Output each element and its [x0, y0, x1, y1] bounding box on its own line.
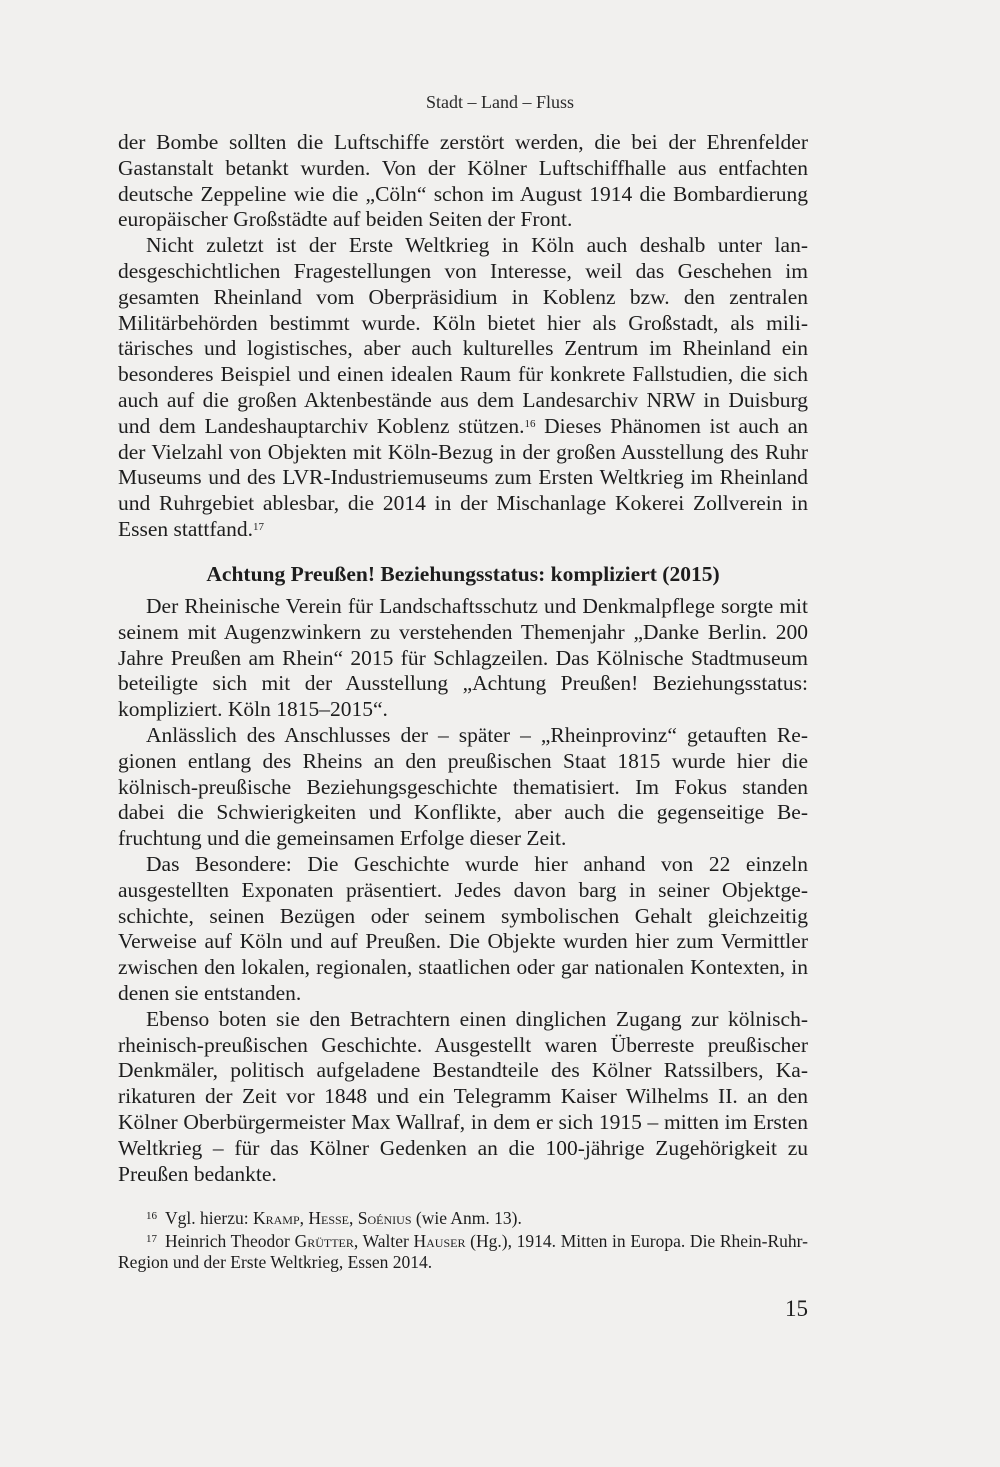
footnote-author: Hauser — [413, 1231, 466, 1251]
footnote-text: Vgl. hierzu: — [165, 1208, 253, 1228]
paragraph-2 — [118, 233, 808, 543]
body-text-section — [118, 594, 808, 1187]
footnote-17 — [118, 1229, 808, 1273]
footnote-ref-16: 16 — [524, 417, 536, 430]
paragraph-3: Der Rheinische Verein für Landschaftsschutz und Denkmalpflege sorgte mit seinem mit Augenzwinkern zu verstehenden Themenjahr „Danke Berlin. 200 Jahre Preußen am Rhein“ 2015 für Schlagzeilen. Das Kölnische Stadtmuseum beteiligte sich mit der Ausstellung „Achtung Preußen! Beziehungsstatus: kompliziert. Köln 1815–2015“. — [118, 594, 808, 722]
running-head: Stadt – Land – Fluss — [425, 92, 574, 112]
footnote-authors: Kramp, Hesse, Soénius — [252, 1208, 412, 1228]
footnote-16 — [118, 1206, 808, 1229]
footnotes — [118, 1206, 808, 1273]
paragraph-4: Anlässlich des Anschlusses der – später – „Rheinprovinz“ getauften Regionen entlang des Rheins an den preußischen Staat 1815 wurde hier die kölnisch-preußische Beziehungsgeschichte thematisiert. Im Fokus standen dabei die Schwierigkeiten und Konflikte, aber auch die gegenseitige Befruchtung und die gemeinsamen Erfolge dieser Zeit. — [118, 722, 808, 851]
footnote-ref-17: 17 — [252, 520, 264, 533]
body-text-top — [118, 130, 808, 543]
footnote-number: 16 — [146, 1210, 157, 1222]
footnote-text: (Hg.), 1914. Mitten in Europa. Die Rhein-Ruhr-Region und der Erste Weltkrieg, Essen 2014. — [118, 1231, 808, 1272]
page-number: 15 — [785, 1296, 808, 1321]
footnote-text: , Walter — [353, 1231, 414, 1251]
footnote-author: Grütter — [294, 1231, 354, 1251]
paragraph-6: Ebenso boten sie den Betrachtern einen dinglichen Zugang zur kölnisch-rheinisch-preußischen Geschichte. Ausgestellt waren Überreste preußischer Denkmäler, politisch aufgeladene Bestandteile des Kölner Ratssilbers, Karikaturen der Zeit vor 1848 und ein Telegramm Kaiser Wilhelms II. an den Kölner Oberbürgermeister Max Wallraf, in dem er sich 1915 – mitten im Ersten Weltkrieg – für das Kölner Gedenken an die 100-jährige Zugehörigkeit zu Preußen bedankte. — [118, 1006, 808, 1186]
paragraph-5: Das Besondere: Die Geschichte wurde hier anhand von 22 einzeln ausgestellten Exponaten präsentiert. Jedes davon barg in seiner Objektgeschichte, seinen Bezügen oder seinem symbolischen Gehalt gleichzeitig Verweise auf Köln und auf Preußen. Die Objekte wurden hier zum Vermittler zwischen den lokalen, regionalen, staatlichen oder gar nationalen Kontexten, in denen sie entstanden. — [118, 851, 808, 1005]
footnote-text: (wie Anm. 13). — [411, 1208, 522, 1228]
section-heading: Achtung Preußen! Beziehungsstatus: kompliziert (2015) — [206, 562, 720, 586]
footnote-number: 17 — [146, 1233, 157, 1245]
paragraph-1: der Bombe sollten die Luftschiffe zerstört werden, die bei der Ehrenfelder Gastanstalt betankt wurden. Von der Kölner Luftschiffhalle aus entfachten deutsche Zeppeline wie die „Cöln“ schon im August 1914 die Bombardierung europäischer Großstädte auf beiden Seiten der Front. — [118, 130, 808, 232]
paragraph-2-text: Nicht zuletzt ist der Erste Weltkrieg in Köln auch deshalb unter landesgeschichtlichen Fragestellungen von Interesse, weil das Geschehen im gesamten Rheinland vom Oberpräsidium in Koblenz bzw. den zentralen Militärbehörden bestimmt wurde. Köln bietet hier als Großstadt, als militärisches und logistisches, aber auch kulturelles Zentrum im Rheinland ein besonderes Beispiel und einen idealen Raum für konkrete Fallstudien, die sich auch auf die großen Aktenbestände aus dem Landesarchiv NRW in Duisburg und dem Landeshauptarchiv Koblenz stützen. — [118, 233, 808, 438]
paragraph-2-text-cont: Dieses Phänomen ist auch an der Vielzahl von Objekten mit Köln-Bezug in der großen Ausstellung des Ruhr Museums und des LVR-Industriemuseums zum Ersten Weltkrieg im Rheinland und Ruhrgebiet ablesbar, die 2014 in der Mischanlage Kokerei Zollverein in Essen stattfand. — [118, 413, 808, 541]
footnote-text: Heinrich Theodor — [165, 1231, 295, 1251]
